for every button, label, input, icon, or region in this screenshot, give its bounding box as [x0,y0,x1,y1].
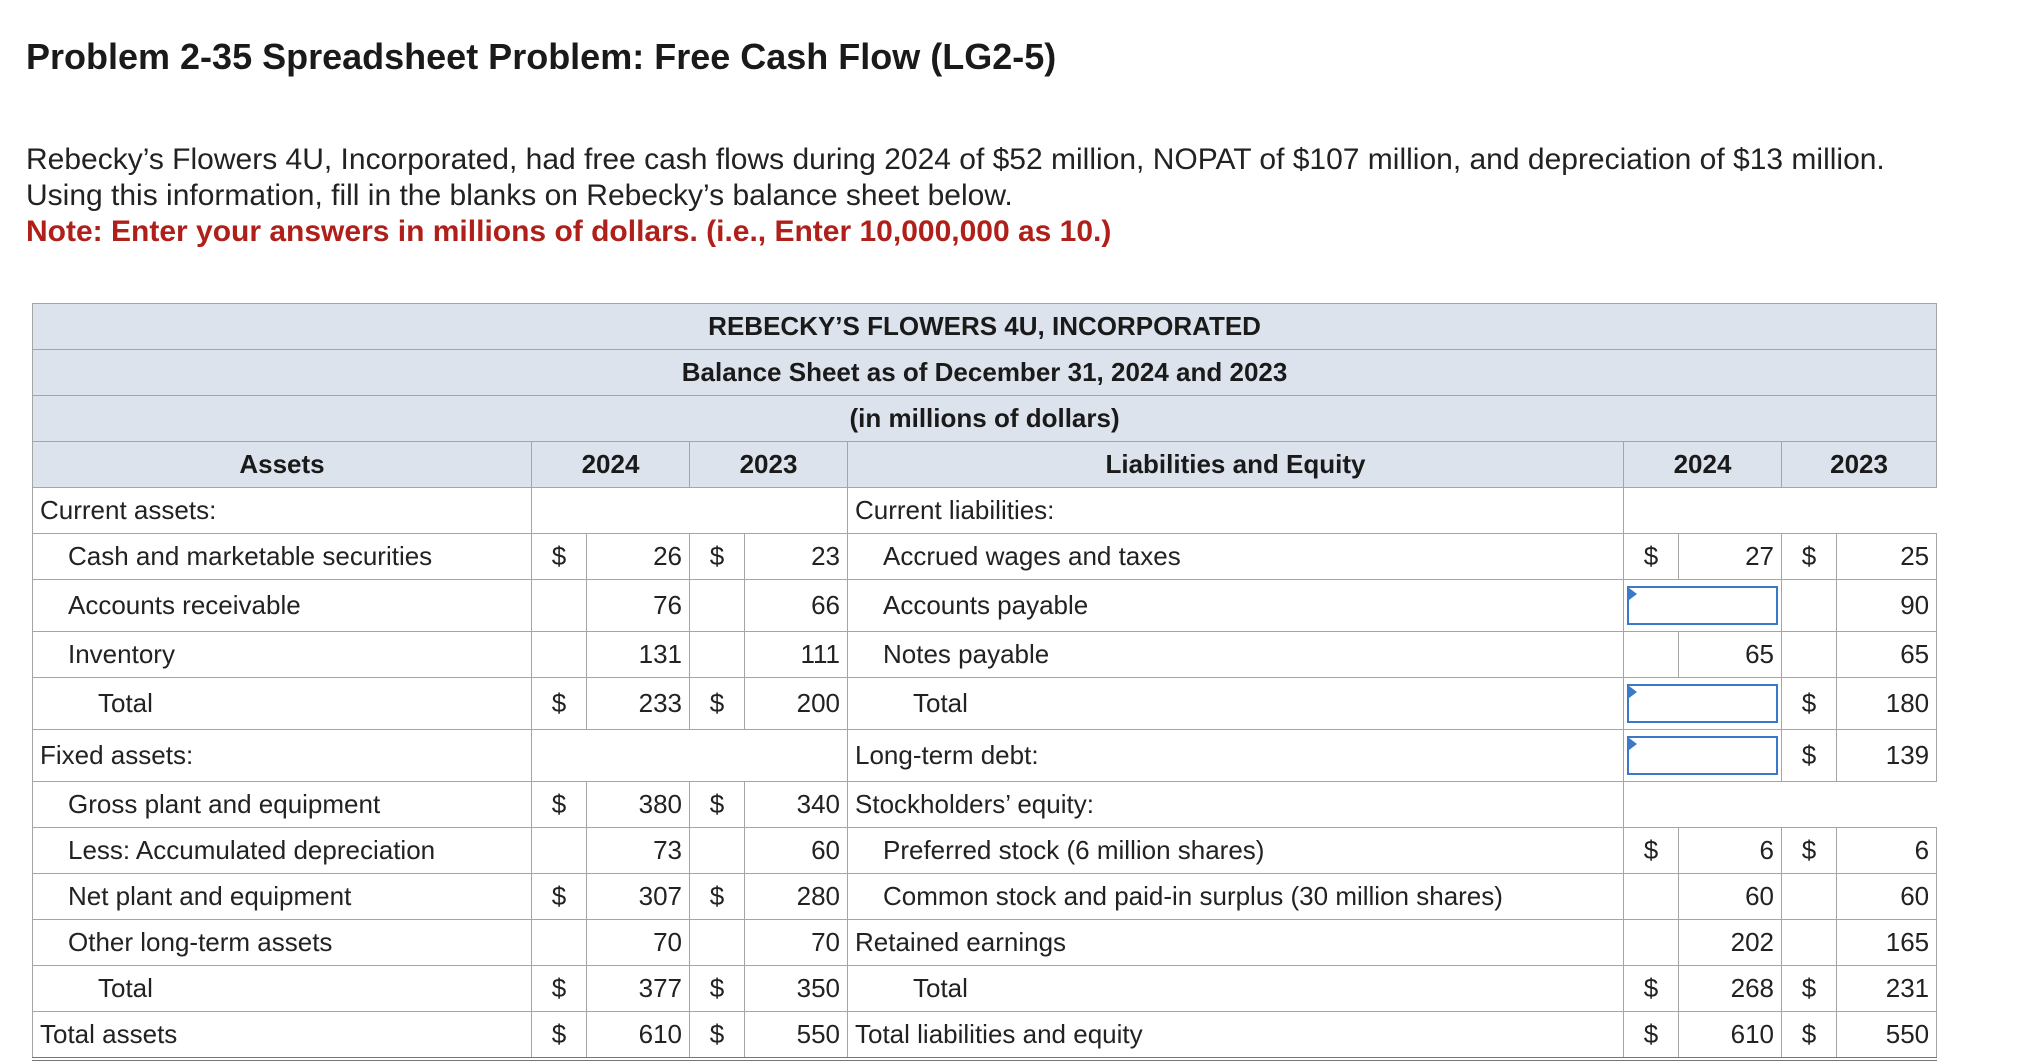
equity-total-label: Total [848,966,1624,1012]
fixed-assets-label: Fixed assets: [33,730,532,782]
dollar-sign: $ [1782,730,1837,782]
total-assets-2023: 550 [745,1012,848,1060]
current-assets-total-2023: 200 [745,678,848,730]
table-row [33,782,1937,828]
sheet-units: (in millions of dollars) [33,396,1937,442]
preferred-label: Preferred stock (6 million shares) [848,828,1624,874]
retained-2023: 165 [1837,920,1937,966]
current-assets-total-label: Total [33,678,532,730]
dollar-sign: $ [690,874,745,920]
other-lt-2023: 70 [745,920,848,966]
dollar-sign: $ [532,678,587,730]
liabilities-equity-header: Liabilities and Equity [848,442,1624,488]
net-plant-2024: 307 [587,874,690,920]
problem-note: Note: Enter your answers in millions of dollars. (i.e., Enter 10,000,000 as 10.) [26,215,1112,248]
common-stock-label: Common stock and paid-in surplus (30 million shares) [848,874,1624,920]
ar-2024: 76 [587,580,690,632]
table-row [33,828,1937,874]
accum-dep-2024: 73 [587,828,690,874]
dollar-sign: $ [532,966,587,1012]
table-row [33,488,1937,534]
table-row [33,966,1937,1012]
table-row [33,874,1937,920]
current-liab-total-label: Total [848,678,1624,730]
net-plant-2023: 280 [745,874,848,920]
fixed-assets-total-2024: 377 [587,966,690,1012]
table-row [33,580,1937,632]
liab-year-2023-header: 2023 [1782,442,1937,488]
common-2024: 60 [1679,874,1782,920]
dollar-sign: $ [1782,1012,1837,1060]
other-lt-label: Other long-term assets [33,920,532,966]
long-term-debt-2024-input[interactable] [1627,736,1778,775]
ar-label: Accounts receivable [33,580,532,632]
accum-dep-label: Less: Accumulated depreciation [33,828,532,874]
stockholders-equity-label: Stockholders’ equity: [848,782,1624,828]
table-row [33,632,1937,678]
fixed-assets-total-label: Total [33,966,532,1012]
dollar-sign: $ [1782,966,1837,1012]
preferred-2023: 6 [1837,828,1937,874]
ap-label: Accounts payable [848,580,1624,632]
company-name: REBECKY’S FLOWERS 4U, INCORPORATED [33,304,1937,350]
long-term-debt-label: Long-term debt: [848,730,1624,782]
table-row [33,730,1937,782]
column-header-row [33,442,1937,488]
gross-plant-2024: 380 [587,782,690,828]
table-row [33,678,1937,730]
ar-2023: 66 [745,580,848,632]
table-row [33,920,1937,966]
total-le-2023: 550 [1837,1012,1937,1060]
dollar-sign: $ [1782,828,1837,874]
retained-2024: 202 [1679,920,1782,966]
accounts-payable-2024-input[interactable] [1627,586,1778,625]
dollar-sign: $ [1624,534,1679,580]
table-row [33,1012,1937,1060]
cash-2023: 23 [745,534,848,580]
dollar-sign: $ [1782,534,1837,580]
total-assets-label: Total assets [33,1012,532,1060]
retained-earnings-label: Retained earnings [848,920,1624,966]
total-le-label: Total liabilities and equity [848,1012,1624,1060]
dollar-sign: $ [1624,966,1679,1012]
current-liab-total-2023: 180 [1837,678,1937,730]
fixed-assets-total-2023: 350 [745,966,848,1012]
current-liabilities-label: Current liabilities: [848,488,1624,534]
inventory-2023: 111 [745,632,848,678]
inventory-label: Inventory [33,632,532,678]
assets-year-2024-header: 2024 [532,442,690,488]
table-row [33,534,1937,580]
problem-intro: Rebecky’s Flowers 4U, Incorporated, had free cash flows during 2024 of $52 million, NOPAT of $107 million, and depreciation of $13 million. Using this information, fill in the blanks on Rebecky’s balance sheet below. [26,143,1885,212]
cash-label: Cash and marketable securities [33,534,532,580]
other-lt-2024: 70 [587,920,690,966]
cash-2024: 26 [587,534,690,580]
dollar-sign: $ [532,534,587,580]
notes-2023: 65 [1837,632,1937,678]
preferred-2024: 6 [1679,828,1782,874]
dollar-sign: $ [532,874,587,920]
gross-plant-2023: 340 [745,782,848,828]
net-plant-label: Net plant and equipment [33,874,532,920]
accrued-label: Accrued wages and taxes [848,534,1624,580]
notes-2024: 65 [1679,632,1782,678]
header-units-row [33,396,1937,442]
dollar-sign: $ [690,678,745,730]
inventory-2024: 131 [587,632,690,678]
balance-sheet-table [32,303,1937,1061]
problem-statement [26,142,1926,250]
dollar-sign: $ [690,966,745,1012]
accrued-2023: 25 [1837,534,1937,580]
total-assets-2024: 610 [587,1012,690,1060]
dollar-sign: $ [532,1012,587,1060]
sheet-subtitle: Balance Sheet as of December 31, 2024 and 2023 [33,350,1937,396]
current-assets-label: Current assets: [33,488,532,534]
dollar-sign: $ [1624,1012,1679,1060]
gross-plant-label: Gross plant and equipment [33,782,532,828]
header-subtitle-row [33,350,1937,396]
current-assets-total-2024: 233 [587,678,690,730]
dollar-sign: $ [690,782,745,828]
lt-debt-2023: 139 [1837,730,1937,782]
notes-payable-label: Notes payable [848,632,1624,678]
dollar-sign: $ [1782,678,1837,730]
common-2023: 60 [1837,874,1937,920]
dollar-sign: $ [690,1012,745,1060]
assets-header: Assets [33,442,532,488]
liab-year-2024-header: 2024 [1624,442,1782,488]
assets-year-2023-header: 2023 [690,442,848,488]
page-title: Problem 2-35 Spreadsheet Problem: Free Cash Flow (LG2-5) [26,36,1057,77]
header-company-row [33,304,1937,350]
total-le-2024: 610 [1679,1012,1782,1060]
ap-2023: 90 [1837,580,1937,632]
dollar-sign: $ [532,782,587,828]
accum-dep-2023: 60 [745,828,848,874]
accrued-2024: 27 [1679,534,1782,580]
equity-total-2024: 268 [1679,966,1782,1012]
dollar-sign: $ [690,534,745,580]
equity-total-2023: 231 [1837,966,1937,1012]
current-liabilities-total-2024-input[interactable] [1627,684,1778,723]
dollar-sign: $ [1624,828,1679,874]
